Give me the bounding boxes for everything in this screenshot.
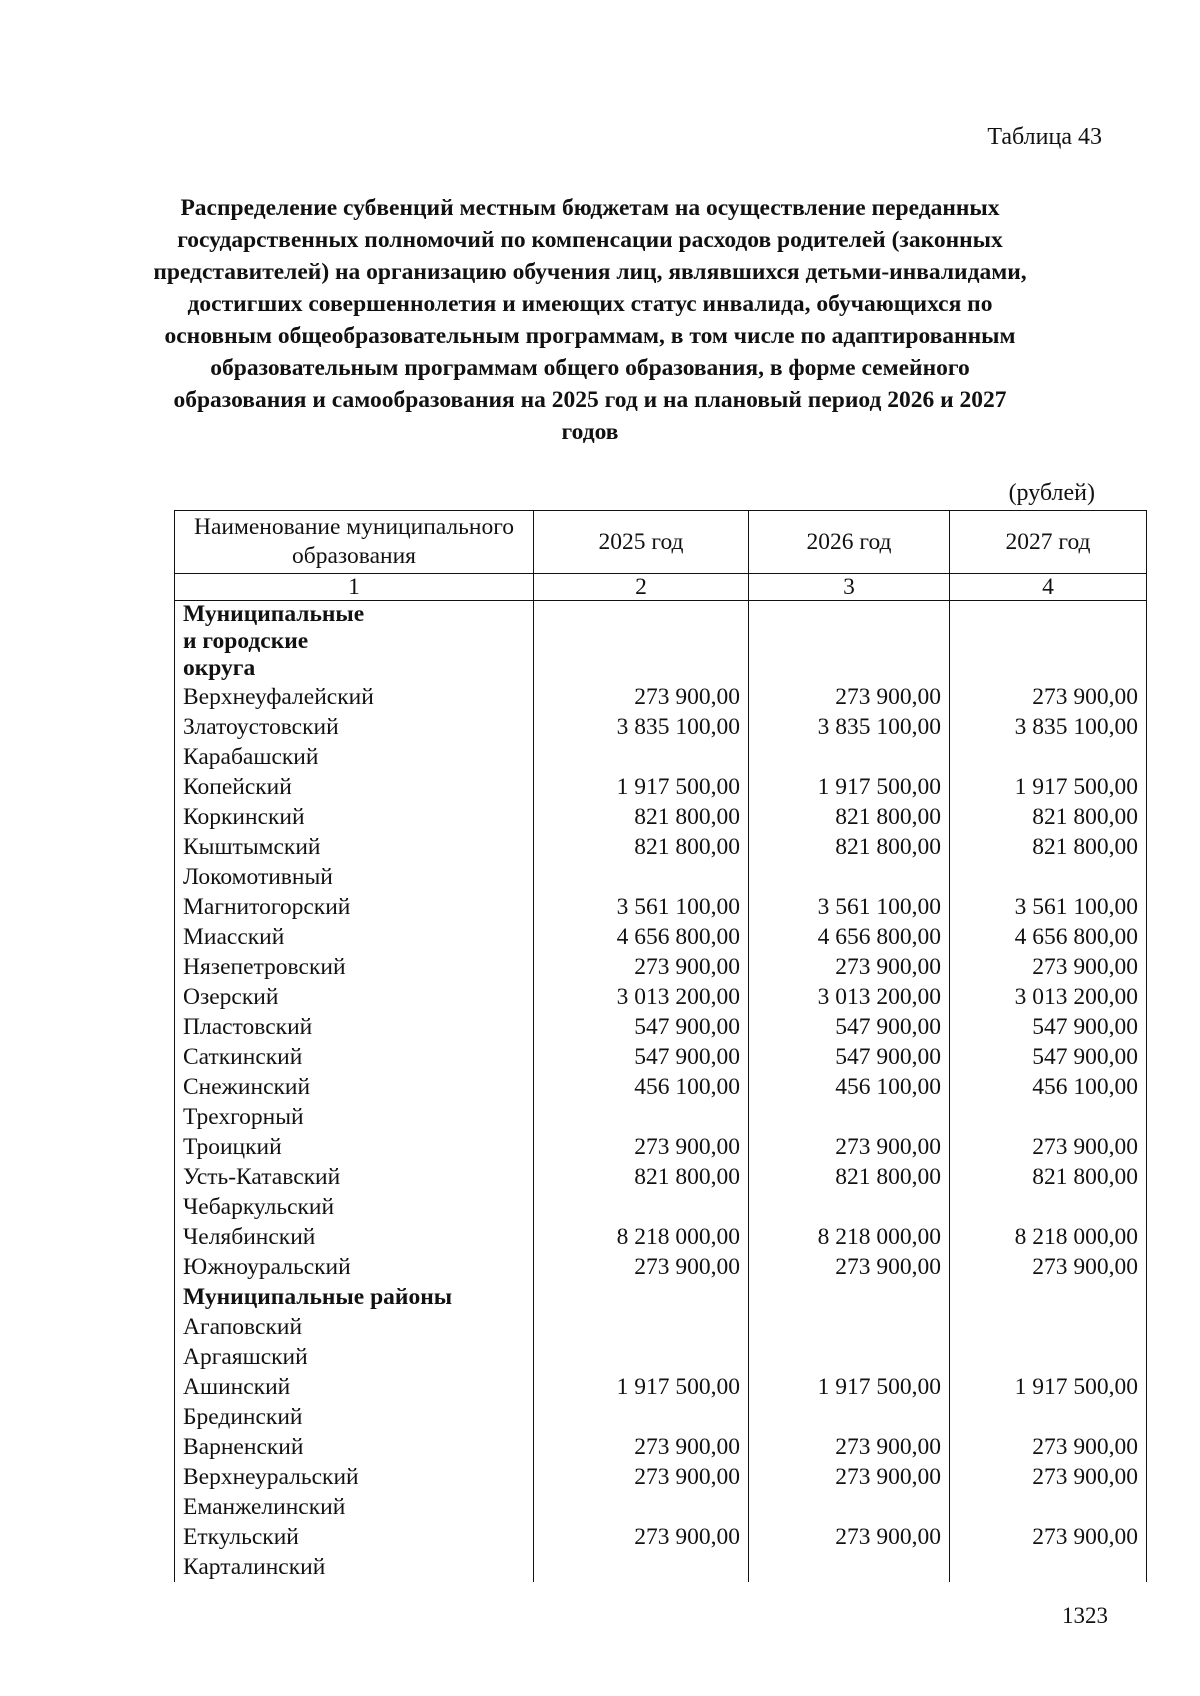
value-2025: [534, 1492, 749, 1522]
value-2026: 547 900,00: [749, 1042, 950, 1072]
table-row: [175, 712, 1147, 742]
value-2025: 273 900,00: [534, 682, 749, 712]
value-2027: 273 900,00: [950, 1522, 1147, 1552]
header-municipality: Наименование муниципального образования: [175, 511, 534, 574]
table-row: [175, 1042, 1147, 1072]
table-row: [175, 892, 1147, 922]
section-title: Муниципальные и городские округа: [175, 601, 534, 683]
municipality-name: Пластовский: [175, 1012, 534, 1042]
value-2027: 3 013 200,00: [950, 982, 1147, 1012]
table-row: [175, 1522, 1147, 1552]
value-2026: [749, 862, 950, 892]
municipality-name: Челябинский: [175, 1222, 534, 1252]
value-2027: [950, 1192, 1147, 1222]
table-row: [175, 742, 1147, 772]
value-2027: 273 900,00: [950, 1432, 1147, 1462]
municipality-name: Верхнеуральский: [175, 1462, 534, 1492]
table-label: Таблица 43: [987, 124, 1102, 150]
municipality-name: Саткинский: [175, 1042, 534, 1072]
value-2027: 547 900,00: [950, 1042, 1147, 1072]
value-2026: 821 800,00: [749, 802, 950, 832]
table-row: [175, 772, 1147, 802]
municipality-name: Копейский: [175, 772, 534, 802]
value-2025: 3 013 200,00: [534, 982, 749, 1012]
empty-cell: [950, 1282, 1147, 1312]
table-row: [175, 1492, 1147, 1522]
value-2025: [534, 1402, 749, 1432]
column-number: 4: [950, 574, 1147, 601]
value-2026: 273 900,00: [749, 1132, 950, 1162]
section-row: [175, 1282, 1147, 1312]
header-2027: 2027 год: [950, 511, 1147, 574]
value-2026: 456 100,00: [749, 1072, 950, 1102]
value-2026: 4 656 800,00: [749, 922, 950, 952]
value-2025: [534, 1342, 749, 1372]
value-2026: 273 900,00: [749, 1252, 950, 1282]
value-2027: 821 800,00: [950, 832, 1147, 862]
municipality-name: Аргаяшский: [175, 1342, 534, 1372]
value-2027: 547 900,00: [950, 1012, 1147, 1042]
document-title: Распределение субвенций местным бюджетам на осуществление переданных государственных полномочий по компенсации расходов родителей (законных представителей) на организацию обучения лиц, являвшихся детьми-инвалидами, достигших совершеннолетия и имеющих статус инвалида, обучающихся по основным общеобразовательным программам, в том числе по адаптированным образовательным программам общего образования, в форме семейного образования и самообразования на 2025 год и на плановый период 2026 и 2027 годов: [153, 195, 1027, 445]
value-2027: [950, 742, 1147, 772]
municipality-name: Снежинский: [175, 1072, 534, 1102]
value-2027: [950, 1102, 1147, 1132]
value-2027: 8 218 000,00: [950, 1222, 1147, 1252]
value-2027: 3 835 100,00: [950, 712, 1147, 742]
table-row: [175, 952, 1147, 982]
table-row: [175, 1402, 1147, 1432]
value-2027: [950, 1552, 1147, 1582]
municipality-name: Верхнеуфалейский: [175, 682, 534, 712]
value-2025: 547 900,00: [534, 1012, 749, 1042]
value-2027: 4 656 800,00: [950, 922, 1147, 952]
value-2027: [950, 862, 1147, 892]
municipality-name: Агаповский: [175, 1312, 534, 1342]
empty-cell: [749, 601, 950, 683]
table-row: [175, 1312, 1147, 1342]
page-number: 1323: [1062, 1603, 1108, 1628]
column-number-row: [175, 574, 1147, 601]
value-2025: 4 656 800,00: [534, 922, 749, 952]
value-2025: 273 900,00: [534, 1462, 749, 1492]
column-number: 2: [534, 574, 749, 601]
municipality-name: Усть-Катавский: [175, 1162, 534, 1192]
value-2026: 273 900,00: [749, 682, 950, 712]
municipality-name: Златоустовский: [175, 712, 534, 742]
municipality-name: Еманжелинский: [175, 1492, 534, 1522]
value-2025: 1 917 500,00: [534, 1372, 749, 1402]
subvention-table: [174, 510, 1147, 1582]
column-number: 1: [175, 574, 534, 601]
table-row: [175, 1222, 1147, 1252]
value-2025: [534, 742, 749, 772]
municipality-name: Чебаркульский: [175, 1192, 534, 1222]
value-2027: [950, 1402, 1147, 1432]
value-2026: 1 917 500,00: [749, 772, 950, 802]
section-row: [175, 601, 1147, 683]
value-2026: 3 561 100,00: [749, 892, 950, 922]
table-row: [175, 1102, 1147, 1132]
value-2027: 3 561 100,00: [950, 892, 1147, 922]
municipality-name: Коркинский: [175, 802, 534, 832]
value-2025: 821 800,00: [534, 832, 749, 862]
value-2027: 273 900,00: [950, 1132, 1147, 1162]
municipality-name: Озерский: [175, 982, 534, 1012]
value-2025: [534, 1102, 749, 1132]
value-2027: 821 800,00: [950, 802, 1147, 832]
table-row: [175, 1252, 1147, 1282]
value-2025: 1 917 500,00: [534, 772, 749, 802]
value-2025: 273 900,00: [534, 1132, 749, 1162]
municipality-name: Карабашский: [175, 742, 534, 772]
municipality-name: Южноуральский: [175, 1252, 534, 1282]
municipality-name: Троицкий: [175, 1132, 534, 1162]
value-2026: 3 835 100,00: [749, 712, 950, 742]
value-2026: 273 900,00: [749, 1432, 950, 1462]
value-2026: 547 900,00: [749, 1012, 950, 1042]
table-row: [175, 1372, 1147, 1402]
table-row: [175, 922, 1147, 952]
value-2025: [534, 1312, 749, 1342]
municipality-name: Карталинский: [175, 1552, 534, 1582]
value-2025: 821 800,00: [534, 1162, 749, 1192]
value-2026: [749, 1552, 950, 1582]
value-2025: 273 900,00: [534, 1252, 749, 1282]
value-2027: 273 900,00: [950, 952, 1147, 982]
value-2027: 273 900,00: [950, 682, 1147, 712]
table-row: [175, 1192, 1147, 1222]
municipality-name: Кыштымский: [175, 832, 534, 862]
value-2026: [749, 1192, 950, 1222]
municipality-name: Варненский: [175, 1432, 534, 1462]
table-row: [175, 832, 1147, 862]
value-2025: 456 100,00: [534, 1072, 749, 1102]
municipality-name: Брединский: [175, 1402, 534, 1432]
value-2026: 821 800,00: [749, 832, 950, 862]
table-row: [175, 1132, 1147, 1162]
value-2026: 273 900,00: [749, 1462, 950, 1492]
table-row: [175, 1432, 1147, 1462]
municipality-name: Трехгорный: [175, 1102, 534, 1132]
value-2025: 273 900,00: [534, 1432, 749, 1462]
empty-cell: [749, 1282, 950, 1312]
municipality-name: Магнитогорский: [175, 892, 534, 922]
municipality-name: Миасский: [175, 922, 534, 952]
table-header-row: [175, 511, 1147, 574]
value-2026: [749, 1102, 950, 1132]
table-row: [175, 982, 1147, 1012]
value-2027: 456 100,00: [950, 1072, 1147, 1102]
value-2026: 821 800,00: [749, 1162, 950, 1192]
value-2025: [534, 1192, 749, 1222]
header-2025: 2025 год: [534, 511, 749, 574]
value-2025: 3 561 100,00: [534, 892, 749, 922]
value-2026: [749, 742, 950, 772]
value-2026: 3 013 200,00: [749, 982, 950, 1012]
table-row: [175, 1462, 1147, 1492]
column-number: 3: [749, 574, 950, 601]
value-2027: [950, 1312, 1147, 1342]
value-2025: 8 218 000,00: [534, 1222, 749, 1252]
value-2025: 821 800,00: [534, 802, 749, 832]
value-2025: 547 900,00: [534, 1042, 749, 1072]
table-body: [175, 574, 1147, 1583]
value-2025: [534, 862, 749, 892]
value-2026: [749, 1492, 950, 1522]
value-2026: 273 900,00: [749, 1522, 950, 1552]
empty-cell: [950, 601, 1147, 683]
value-2026: [749, 1342, 950, 1372]
municipality-name: Нязепетровский: [175, 952, 534, 982]
value-2026: 273 900,00: [749, 952, 950, 982]
table-row: [175, 862, 1147, 892]
municipality-name: Локомотивный: [175, 862, 534, 892]
table-row: [175, 1012, 1147, 1042]
table-row: [175, 1342, 1147, 1372]
value-2027: 1 917 500,00: [950, 1372, 1147, 1402]
header-2026: 2026 год: [749, 511, 950, 574]
value-2027: 821 800,00: [950, 1162, 1147, 1192]
table-row: [175, 1552, 1147, 1582]
value-2025: 3 835 100,00: [534, 712, 749, 742]
section-title: Муниципальные районы: [175, 1282, 534, 1312]
value-2027: 273 900,00: [950, 1252, 1147, 1282]
empty-cell: [534, 1282, 749, 1312]
value-2026: 8 218 000,00: [749, 1222, 950, 1252]
value-2026: [749, 1402, 950, 1432]
empty-cell: [534, 601, 749, 683]
value-2026: [749, 1312, 950, 1342]
municipality-name: Еткульский: [175, 1522, 534, 1552]
value-2025: 273 900,00: [534, 1522, 749, 1552]
value-2027: [950, 1492, 1147, 1522]
municipality-name: Ашинский: [175, 1372, 534, 1402]
table-row: [175, 1072, 1147, 1102]
value-2025: [534, 1552, 749, 1582]
value-2027: 1 917 500,00: [950, 772, 1147, 802]
table-row: [175, 1162, 1147, 1192]
table-row: [175, 802, 1147, 832]
value-2027: [950, 1342, 1147, 1372]
value-2026: 1 917 500,00: [749, 1372, 950, 1402]
value-2027: 273 900,00: [950, 1462, 1147, 1492]
units-label: (рублей): [1008, 480, 1095, 506]
value-2025: 273 900,00: [534, 952, 749, 982]
table-row: [175, 682, 1147, 712]
